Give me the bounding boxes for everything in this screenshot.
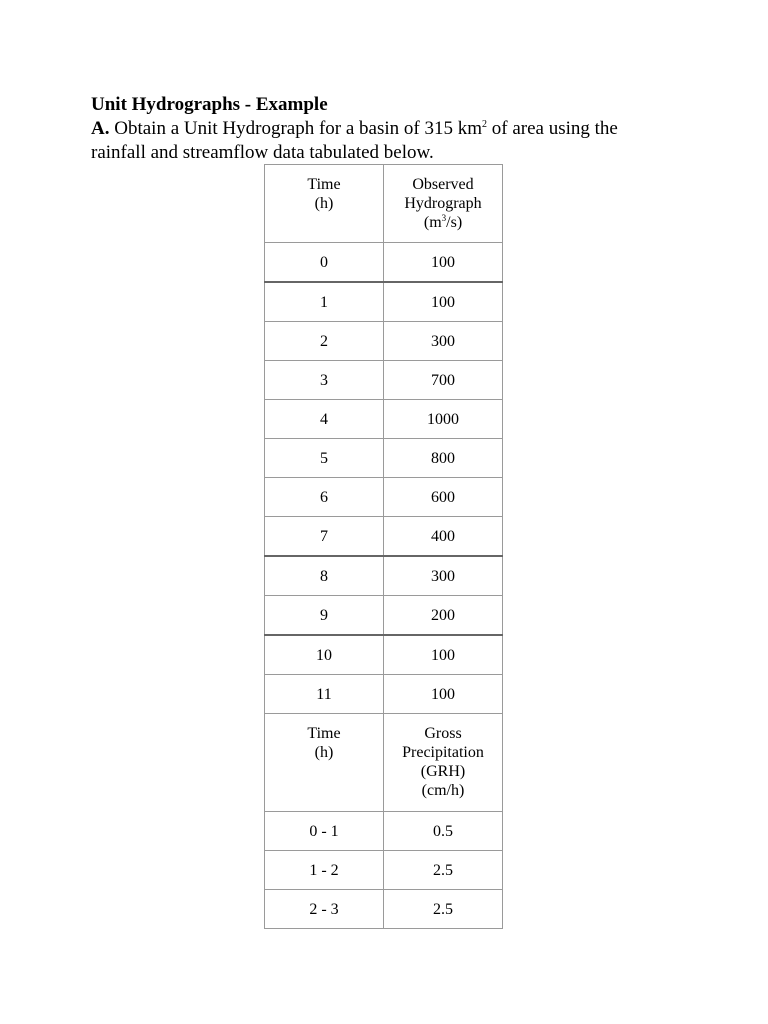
header-text: Hydrograph [404, 195, 482, 212]
table-row [265, 675, 503, 714]
time-header-cell [265, 165, 384, 243]
table-row [265, 282, 503, 322]
time-cell: 3 [265, 361, 384, 400]
value-cell: 100 [384, 635, 503, 675]
time-cell: 2 [265, 322, 384, 361]
intro-text-tail: of area using the [487, 118, 618, 139]
unit-superscript: 3 [441, 213, 447, 223]
table-row [265, 400, 503, 439]
value-cell: 400 [384, 517, 503, 557]
header-text: Observed [412, 176, 474, 193]
table-row [265, 361, 503, 400]
value-cell: 200 [384, 596, 503, 636]
value-cell: 700 [384, 361, 503, 400]
precip-value-cell: 0.5 [384, 812, 503, 851]
value-cell: 100 [384, 675, 503, 714]
header-text: (cm/h) [421, 782, 465, 799]
intro-text: Obtain a Unit Hydrograph for a basin of 315 km [109, 118, 483, 139]
time-cell: 7 [265, 517, 384, 557]
header-text: (h) [314, 744, 334, 761]
time-cell: 6 [265, 478, 384, 517]
intro-line-2: rainfall and streamflow data tabulated below. [91, 142, 434, 163]
table-row [265, 596, 503, 636]
table-row [265, 243, 503, 283]
table-row [265, 322, 503, 361]
header-text: Precipitation [402, 744, 484, 761]
table-row [265, 439, 503, 478]
precip-time-cell: 0 - 1 [265, 812, 384, 851]
precip-time-cell: 2 - 3 [265, 890, 384, 929]
area-superscript: 2 [482, 119, 488, 130]
page-title: Unit Hydrographs - Example [91, 94, 328, 115]
precip-time-cell: 1 - 2 [265, 851, 384, 890]
time-cell: 1 [265, 282, 384, 322]
gross-precipitation-header-cell [384, 714, 503, 812]
part-label: A. [91, 118, 110, 139]
table-row [265, 517, 503, 557]
value-cell: 300 [384, 556, 503, 596]
header-text: Gross [424, 725, 462, 742]
time-cell: 0 [265, 243, 384, 283]
intro-line-1 [91, 117, 691, 141]
table-row [265, 478, 503, 517]
time-cell: 4 [265, 400, 384, 439]
precip-row [265, 851, 503, 890]
hydrograph-table [264, 164, 503, 929]
header-text: (h) [314, 195, 334, 212]
time-cell: 5 [265, 439, 384, 478]
time-cell: 11 [265, 675, 384, 714]
header-text: Time [307, 176, 341, 193]
value-cell: 600 [384, 478, 503, 517]
precip-time-header-cell [265, 714, 384, 812]
precip-value-cell: 2.5 [384, 851, 503, 890]
time-cell: 8 [265, 556, 384, 596]
time-cell: 10 [265, 635, 384, 675]
unit-text: /s) [446, 214, 463, 231]
header-text: Time [307, 725, 341, 742]
unit-text: (m [423, 214, 442, 231]
header-unit [384, 213, 502, 232]
precip-row [265, 812, 503, 851]
time-cell: 9 [265, 596, 384, 636]
intro-paragraph [91, 117, 691, 165]
header-text: (GRH) [420, 763, 466, 780]
table-header-row [265, 165, 503, 243]
value-cell: 100 [384, 282, 503, 322]
observed-hydrograph-header-cell [384, 165, 503, 243]
value-cell: 300 [384, 322, 503, 361]
value-cell: 1000 [384, 400, 503, 439]
value-cell: 100 [384, 243, 503, 283]
table-row [265, 635, 503, 675]
precip-row [265, 890, 503, 929]
table-row [265, 556, 503, 596]
value-cell: 800 [384, 439, 503, 478]
precip-value-cell: 2.5 [384, 890, 503, 929]
precip-header-row [265, 714, 503, 812]
